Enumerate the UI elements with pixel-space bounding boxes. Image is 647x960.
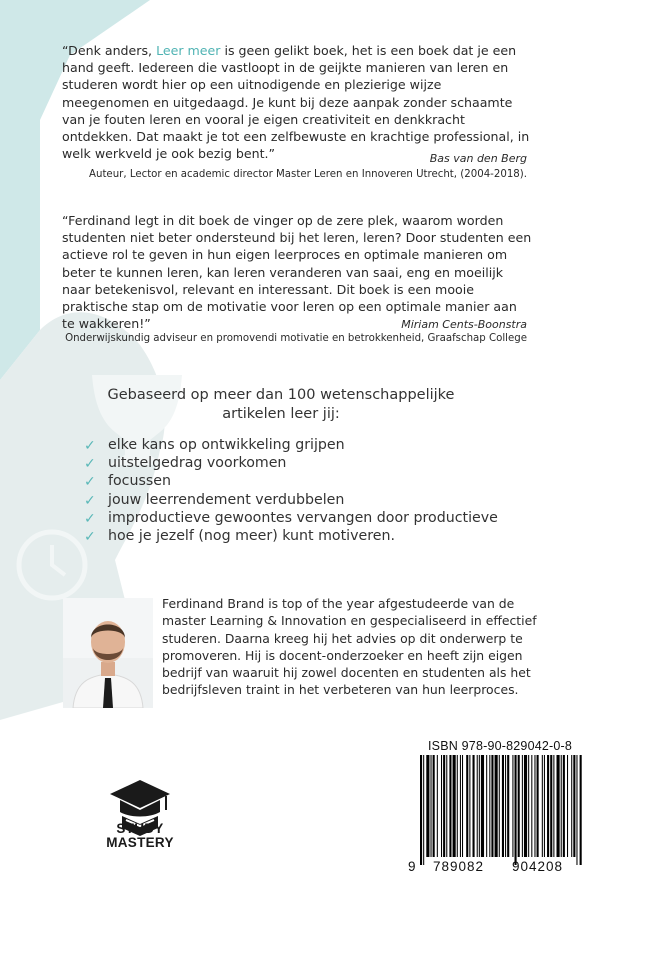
barcode-bar xyxy=(567,755,568,857)
quote-1-author: Bas van den Berg xyxy=(429,152,527,165)
barcode-bar xyxy=(576,755,577,865)
barcode-bar xyxy=(489,755,490,857)
barcode-bar xyxy=(518,755,520,857)
quote-1-author-role: Auteur, Lector en academic director Master Leren en Innoveren Utrecht, (2004-2018). xyxy=(89,169,527,180)
barcode-bar xyxy=(449,755,451,857)
barcode-bar xyxy=(563,755,565,857)
barcode-bar xyxy=(502,755,504,857)
barcode-bar xyxy=(515,755,517,865)
barcode-bar xyxy=(505,755,506,857)
barcode-bar xyxy=(524,755,527,857)
benefit-item: ✓ elke kans op ontwikkeling grijpen xyxy=(84,437,345,454)
barcode-bar xyxy=(486,755,487,857)
barcode-bar xyxy=(512,755,513,857)
barcode-bar xyxy=(441,755,442,857)
barcode-digits-left: 789082 xyxy=(433,859,485,874)
isbn-label: ISBN 978-90-829042-0-8 xyxy=(428,739,573,753)
barcode-bar xyxy=(580,755,582,865)
barcode-bar xyxy=(462,755,463,857)
barcode-bar xyxy=(528,755,529,857)
checkmark-icon: ✓ xyxy=(84,474,96,491)
barcode-bar xyxy=(423,755,424,865)
benefit-item: ✓ focussen xyxy=(84,473,171,491)
barcode-bar xyxy=(426,755,429,857)
barcode-digits-right: 904208 xyxy=(512,859,564,874)
quote-1-text: is geen gelikt boek, het is een boek dat je een hand geeft. Iedereen die vastloopt in de geijkte manieren van leren en studeren wordt hier op een uitnodigende en plezierige wijze meegenomen en uitgedaagd. Je kunt bij deze aanpak zonder schaamte van je fouten leren en vooral je eigen creativiteit en denkkracht ontdekken. Dat maakt je tot een zelfbewuste en krachtige professional, in welk werkveld je ook bezig bent.” xyxy=(62,43,530,162)
barcode-bar xyxy=(534,755,535,857)
barcode-bar xyxy=(537,755,539,857)
barcode-bar xyxy=(479,755,480,857)
barcode-bar xyxy=(477,755,478,857)
checkmark-icon: ✓ xyxy=(84,492,96,509)
barcode-bar xyxy=(446,755,447,857)
checkmark-icon: ✓ xyxy=(84,529,96,546)
barcode-bar xyxy=(573,755,575,857)
barcode-bar xyxy=(544,755,545,857)
benefit-item: ✓ uitstelgedrag voorkomen xyxy=(84,455,287,473)
barcode-bar xyxy=(431,755,432,857)
checkmark-icon: ✓ xyxy=(84,438,96,454)
barcode-bar xyxy=(481,755,484,857)
barcode-bar xyxy=(557,755,560,857)
barcode-bar xyxy=(522,755,523,857)
barcode xyxy=(408,755,588,875)
benefit-item: ✓ improductieve gewoontes vervangen door productieve xyxy=(84,509,498,527)
barcode-bar xyxy=(433,755,435,857)
barcode-bar xyxy=(495,755,498,857)
barcode-bar xyxy=(547,755,549,857)
barcode-bar xyxy=(420,755,422,865)
publisher-logo-line-2: MASTERY xyxy=(106,835,174,850)
benefits-list xyxy=(80,436,498,545)
barcode-bar xyxy=(457,755,458,857)
barcode-bar xyxy=(571,755,572,857)
quote-2: “Ferdinand legt in dit boek de vinger op de zere plek, waarom worden studenten niet beter ondersteund bij het leren, leren? Door studenten een actieve rol te geven in hun eigen leerproces en optimale manieren om beter te kunnen leren, kan leren veranderen van saai, eng en moeilijk naar betekenisvol, relevant en interessant. Dit boek is een mooie praktische stap om de motivatie voor leren op een optimale manier aan te wakkeren!” xyxy=(62,213,532,332)
barcode-digit-lead: 9 xyxy=(408,859,416,874)
barcode-bar xyxy=(453,755,456,857)
barcode-bar xyxy=(561,755,562,857)
barcode-bar xyxy=(553,755,554,857)
barcode-bar xyxy=(531,755,532,857)
barcode-bar xyxy=(460,755,461,857)
barcode-bar xyxy=(437,755,438,857)
benefit-item: ✓ jouw leerrendement verdubbelen xyxy=(84,491,345,509)
barcode-bar xyxy=(491,755,493,857)
quote-1-opening: “Denk anders, xyxy=(62,43,157,58)
barcode-bar xyxy=(550,755,552,857)
benefits-heading: Gebaseerd op meer dan 100 wetenschappelijke artikelen leer jij: xyxy=(107,387,455,422)
author-bio: Ferdinand Brand is top of the year afgestudeerde van de master Learning & Innovation en gespecialiseerd in effectief studeren. Daarna kreeg hij het advies op dit onderwerp te promoveren. Hij is docent-onderzoeker en heeft zijn eigen bedrijf van waaruit hij zowel docenten en studenten als het bedrijfsleven traint in het verbeteren van hun leerproces. xyxy=(162,596,537,698)
checkmark-icon: ✓ xyxy=(84,456,96,473)
barcode-bar xyxy=(542,755,543,857)
barcode-bar xyxy=(473,755,475,857)
book-title-highlight: Leer meer xyxy=(156,43,221,58)
benefit-item: ✓ hoe je jezelf (nog meer) kunt motiveren. xyxy=(84,528,395,546)
barcode-bar xyxy=(499,755,500,857)
author-photo xyxy=(63,598,153,708)
barcode-bar xyxy=(443,755,445,857)
checkmark-icon: ✓ xyxy=(84,510,96,527)
barcode-bar xyxy=(507,755,509,857)
publisher-logo-line-1: STUDY xyxy=(116,821,164,836)
quote-2-author-role: Onderwijskundig adviseur en promovendi motivatie en betrokkenheid, Graafschap College xyxy=(65,333,527,344)
quote-1 xyxy=(62,42,532,162)
barcode-bar xyxy=(466,755,468,857)
barcode-bar xyxy=(469,755,470,857)
quote-2-author: Miriam Cents-Boonstra xyxy=(401,318,527,331)
